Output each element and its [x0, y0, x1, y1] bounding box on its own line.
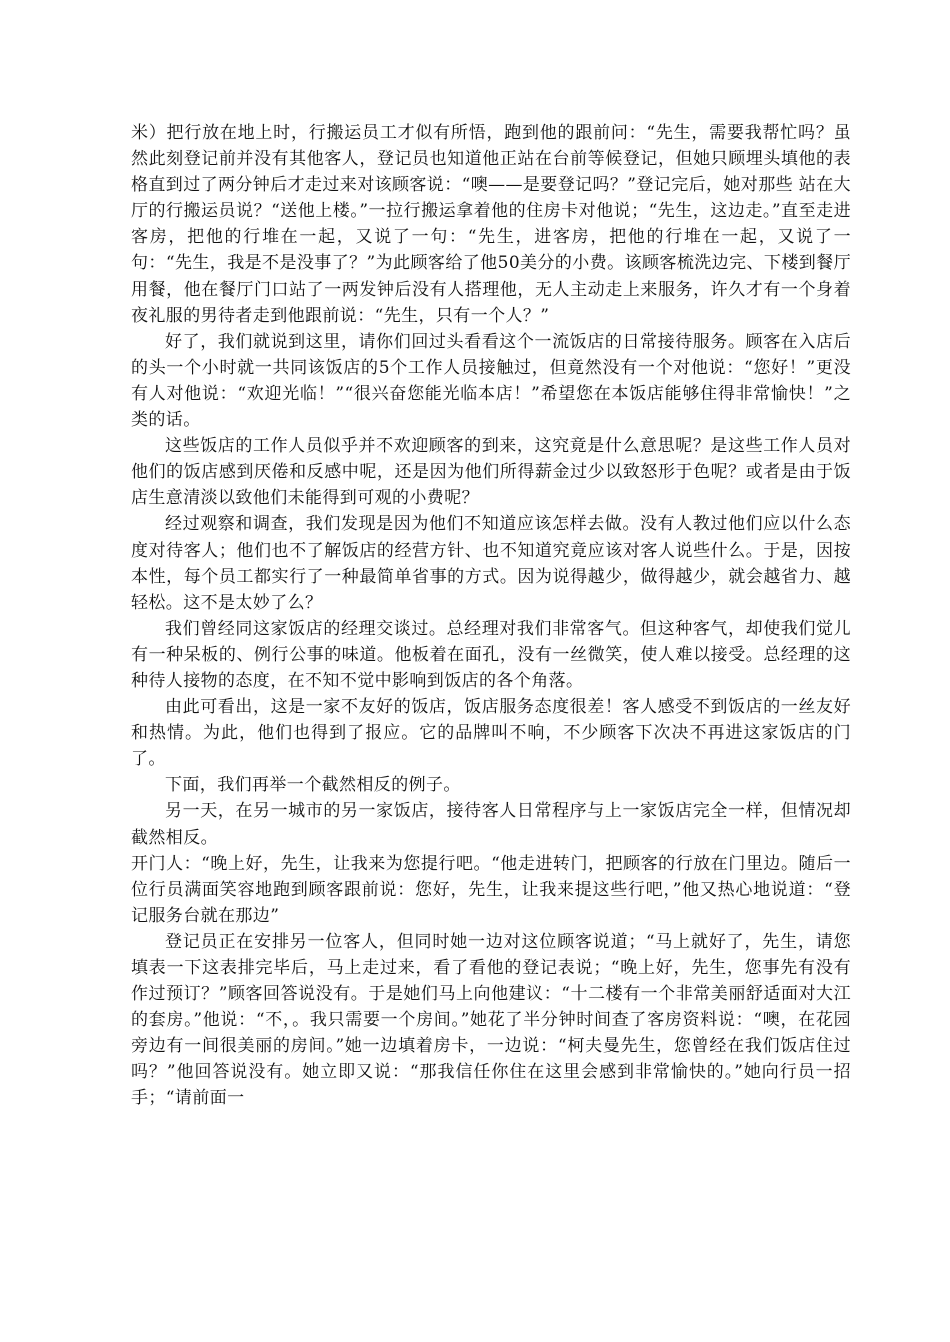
- paragraph-10: 登记员正在安排另一位客人，但同时她一边对这位顾客说道；“马上就好了，先生，请您填表一下这表排完毕后，马上走过来，看了看他的登记表说；“晚上好，先生，您事先有没有作过预订？”顾客回答说没有。于是她们马上向他建议：“十二楼有一个非常美丽舒适面对大江的套房。”他说：“不，。我只需要一个房间。”她花了半分钟时间查了客房资料说：“噢，在花园旁边有一间很美丽的房间。”她一边填着房卡，一边说：“柯夫曼先生，您曾经在我们饭店住过吗？”他回答说没有。她立即又说：“那我信任你住在这里会感到非常愉快的。”她向行员一招手；“请前面一: [131, 931, 851, 1109]
- paragraph-3: 这些饭店的工作人员似乎并不欢迎顾客的到来，这究竟是什么意思呢？是这些工作人员对他们的饭店感到厌倦和反感中呢，还是因为他们所得薪金过少以致怒形于色呢？或者是由于饭店生意清淡以致他们未能得到可观的小费呢？: [131, 436, 851, 509]
- paragraph-4: 经过观察和调查，我们发现是因为他们不知道应该怎样去做。没有人教过他们应以什么态度对待客人；他们也不了解饭店的经营方针、也不知道究竟应该对客人说些什么。于是，因按本性，每个员工都实行了一种最简单省事的方式。因为说得越少，做得越少，就会越省力、越轻松。这不是太妙了么？: [131, 514, 851, 613]
- document-page: [131, 120, 851, 1112]
- paragraph-8: 另一天，在另一城市的另一家饭店，接待客人日常程序与上一家饭店完全一样，但情况却截然相反。: [131, 801, 851, 848]
- paragraph-9: 开门人：“晚上好，先生，让我来为您提行吧。“他走进转门，把顾客的行放在门里边。随后一位行员满面笑容地跑到顾客跟前说：您好，先生，让我来提这些行吧，”他又热心地说道：“登记服务台就在那边”: [131, 853, 851, 926]
- paragraph-6: 由此可看出，这是一家不友好的饭店，饭店服务态度很差！客人感受不到饭店的一丝友好和热情。为此，他们也得到了报应。它的品牌叫不响，不少顾客下次决不再进这家饭店的门了。: [131, 697, 851, 770]
- paragraph-7: 下面，我们再举一个截然相反的例子。: [165, 775, 461, 796]
- paragraph-2: 好了，我们就说到这里，请你们回过头看看这个一流饭店的日常接待服务。顾客在入店后的头一个小时就一共同该饭店的5个工作人员接触过，但竟然没有一个对他说：“您好！”更没有人对他说：“欢迎光临！”“很兴奋您能光临本店！”希望您在本饭店能够住得非常愉快！”之类的话。: [131, 331, 851, 431]
- paragraph-5: 我们曾经同这家饭店的经理交谈过。总经理对我们非常客气。但这种客气，却使我们觉儿有一种呆板的、例行公事的味道。他板着在面孔，没有一丝微笑，使人难以接受。总经理的这种待人接物的态度，在不知不觉中影响到饭店的各个角落。: [131, 618, 851, 691]
- paragraph-1: 米）把行放在地上时，行搬运员工才似有所悟，跑到他的跟前问：“先生，需要我帮忙吗？虽然此刻登记前并没有其他客人，登记员也知道他正站在台前等候登记，但她只顾埋头填他的表格直到过了两分钟后才走过来对该顾客说：“噢——是要登记吗？”登记完后，她对那些 站在大厅的行搬运员说？“送他上楼。”一拉行搬运拿着他的住房卡对他说；“先生，这边走。”直至走进客房，把他的行堆在一起，又说了一句：“先生，进客房，把他的行堆在一起，又说了一句：“先生，我是不是没事了？”为此顾客给了他50美分的小费。该顾客梳洗边完、下楼到餐厅用餐，他在餐厅门口站了一两发钟后没有人搭理他，无人主动走上来服务，许久才有一个身着夜礼服的男待者走到他跟前说：“先生，只有一个人？”: [131, 123, 851, 326]
